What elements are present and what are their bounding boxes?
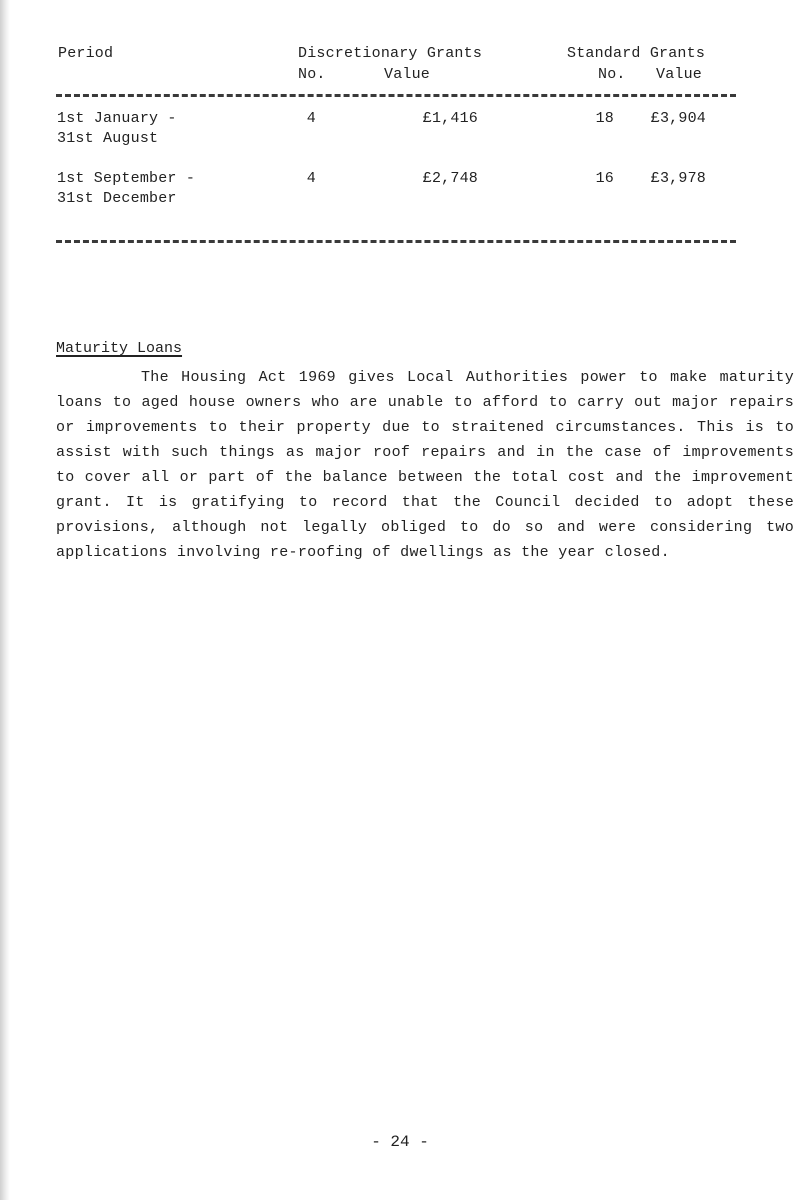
section-paragraph: The Housing Act 1969 gives Local Authorities power to make maturity loans to aged house owners who are unable to afford to carry out major repairs or improvements to their property due to straitened circumstances. This is to assist with such things as major roof repairs and in the case of improvements to cover all or part of the balance between the total cost and the improvement grant. It is gratifying to record that the Council decided to adopt these provisions, although not legally obliged to do so and were considering two applications involving re-roofing of dwellings as the year closed. (56, 369, 794, 561)
row-disc-no: 4 (306, 110, 316, 127)
header-discretionary-grants: Discretionary Grants (298, 45, 483, 62)
section-body (56, 365, 794, 565)
table-top-rule (56, 94, 736, 97)
row-disc-no: 4 (306, 170, 316, 187)
header-standard-grants: Standard Grants (567, 45, 706, 62)
row-period-start: 1st January - (57, 110, 177, 127)
header-disc-no: No. (298, 66, 326, 83)
table-bottom-rule (56, 240, 736, 243)
row-std-value: £3,904 (650, 110, 706, 127)
row-period-start: 1st September - (57, 170, 196, 187)
header-disc-value: Value (384, 66, 431, 83)
row-disc-value: £1,416 (422, 110, 478, 127)
row-disc-value: £2,748 (422, 170, 478, 187)
header-std-no: No. (598, 66, 626, 83)
header-std-value: Value (656, 66, 703, 83)
page-edge-shadow (0, 0, 10, 1200)
row-period-end: 31st August (57, 130, 159, 147)
row-std-no: 18 (595, 110, 614, 127)
header-period: Period (58, 45, 114, 62)
row-std-value: £3,978 (650, 170, 706, 187)
row-std-no: 16 (595, 170, 614, 187)
section-heading: Maturity Loans (56, 340, 183, 357)
row-period-end: 31st December (57, 190, 177, 207)
page-number: - 24 - (371, 1133, 429, 1151)
